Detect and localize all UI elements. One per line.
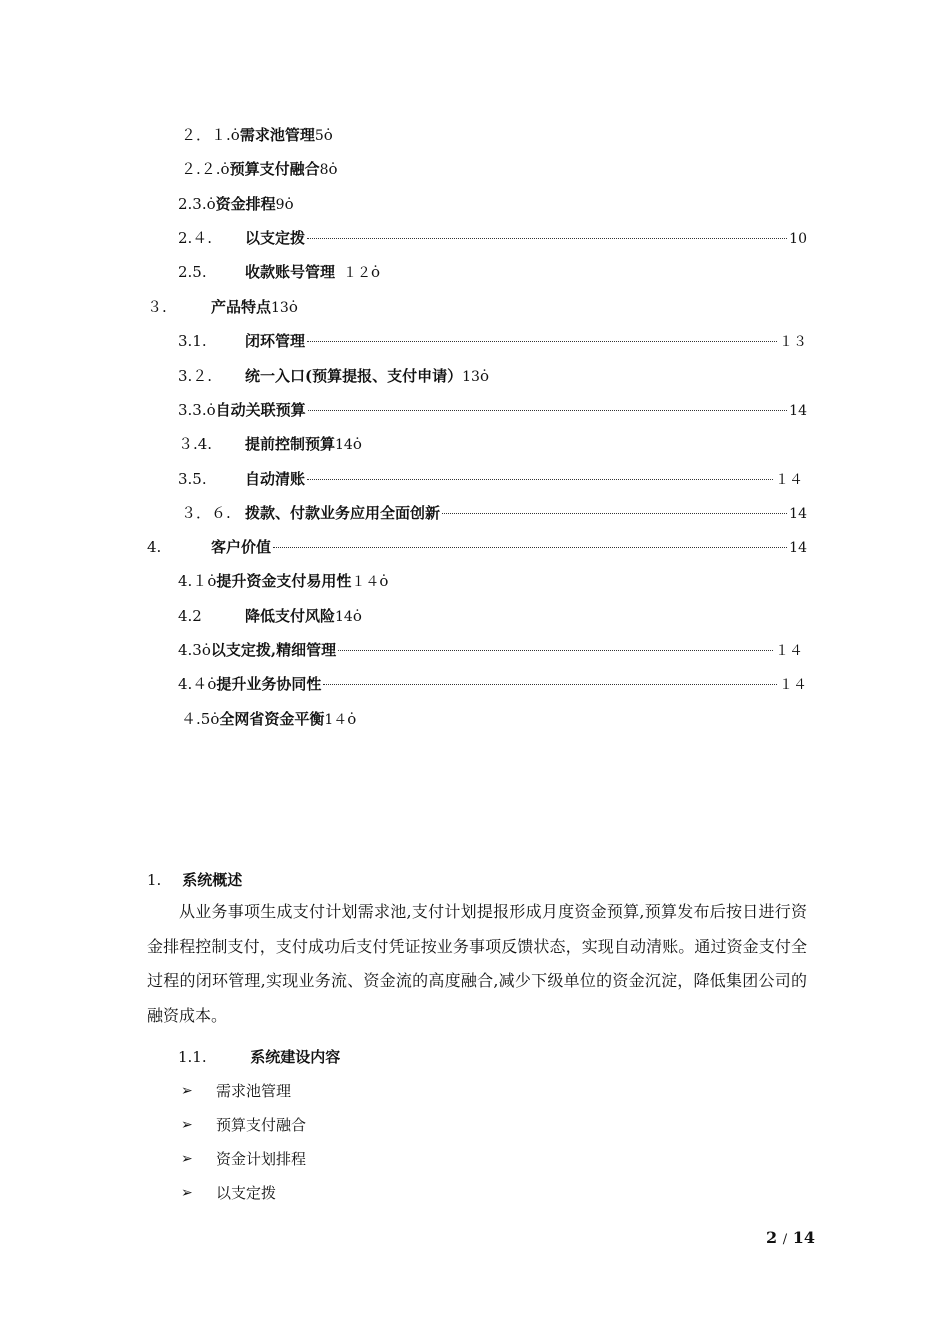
toc-entry-page: １４ — [775, 643, 803, 659]
toc-entry-page: 9 — [275, 197, 285, 213]
toc-entry[interactable]: ４.5 ȯ 全网省资金平衡 1４ ȯ — [181, 710, 357, 728]
toc-entry-page: １２ — [343, 265, 372, 281]
toc-entry-number: ３. — [147, 298, 167, 316]
toc-entry-number: ３.4. — [178, 435, 213, 453]
bullet-item — [181, 1114, 306, 1135]
toc-entry-title: 自动清账 — [245, 470, 306, 488]
toc-entry-page: 14 — [789, 540, 807, 556]
toc-entry[interactable]: 4.４ ȯ 提升业务协同性 １４ — [178, 675, 807, 693]
toc-entry-number: 4. — [147, 538, 162, 556]
toc-entry[interactable] — [147, 536, 807, 558]
page-number: 2 / 14 — [766, 1228, 815, 1247]
toc-entry-title: 闭环管理 — [245, 332, 306, 350]
subsection-title: 系统建设内容 — [250, 1048, 341, 1066]
toc-leader-dots — [307, 479, 773, 480]
toc-entry-title: 产品特点 — [211, 298, 272, 316]
arrow-bullet-icon: ➢ — [181, 1082, 193, 1099]
toc-entry-number: ２．１. — [181, 126, 231, 144]
toc-entry-title: 拨款、付款业务应用全面创新 — [245, 504, 441, 522]
toc-entry[interactable]: 2.3. ȯ 资金排程 9 ȯ — [178, 195, 294, 213]
toc-entry-page: 10 — [789, 231, 807, 247]
toc-entry-title: 以支定拨,精细管理 — [210, 641, 337, 659]
arrow-bullet-icon: ➢ — [181, 1150, 193, 1167]
toc-entry[interactable]: ２．１. ȯ 需求池管理 5 ȯ — [181, 126, 333, 144]
arrow-bullet-icon: ➢ — [181, 1184, 193, 1201]
bullet-text: 预算支付融合 — [216, 1116, 307, 1134]
section-number: 1. — [147, 871, 162, 889]
toc-leader-dots — [308, 410, 788, 411]
toc-entry-title: 预算支付融合 — [229, 160, 320, 178]
toc-entry-title: 提升业务协同性 — [216, 675, 322, 693]
toc-entry-title: 收款账号管理 — [245, 263, 336, 281]
toc-entry-title: 统一入口(预算提报、支付申请） — [245, 367, 463, 385]
toc-leader-dots — [338, 650, 773, 651]
toc-entry-number: 4.2 — [178, 607, 202, 625]
toc-entry-number: 2.４. — [178, 229, 213, 247]
toc-leader-dots — [273, 547, 787, 548]
toc-entry[interactable]: 4.2 降低支付风险 14 ȯ — [178, 607, 362, 625]
toc-entry-page: 1４ — [324, 712, 348, 728]
toc-entry-title: 资金排程 — [215, 195, 276, 213]
toc-entry-page: １３ — [779, 334, 807, 350]
toc-entry-number: 3.1. — [178, 332, 207, 350]
toc-entry-title: 客户价值 — [211, 538, 272, 556]
toc-entry-number: 4.４ — [178, 675, 208, 693]
toc-entry-title: 提前控制预算 — [245, 435, 336, 453]
toc-entry-page: １４ — [351, 574, 380, 590]
toc-entry-page: 13 — [462, 369, 480, 385]
toc-leader-dots — [307, 238, 787, 239]
toc-entry-number: 3.5. — [178, 470, 207, 488]
toc-entry[interactable]: 4.3 ȯ 以支定拨,精细管理 １４ — [178, 641, 803, 659]
toc-entry-page: １４ — [775, 472, 803, 488]
toc-entry-number: ４.5 — [181, 710, 211, 728]
toc-entry-page: 14 — [335, 609, 353, 625]
toc-entry-page: 14 — [789, 403, 807, 419]
toc-entry[interactable]: 2.5. 收款账号管理 １２ ȯ — [178, 263, 381, 281]
toc-entry[interactable] — [178, 330, 807, 352]
toc-entry-title: 以支定拨 — [245, 229, 306, 247]
toc-entry-number: ２.２. — [181, 160, 221, 178]
toc-leader-dots — [307, 341, 777, 342]
toc-entry-page: 14 — [789, 506, 807, 522]
toc-entry-number: 2.5. — [178, 263, 207, 281]
toc-entry[interactable]: 3.２. 统一入口(预算提报、支付申请） 13 ȯ — [178, 367, 489, 385]
section-body-paragraph: 从业务事项生成支付计划需求池,支付计划提报形成月度资金预算,预算发布后按日进行资金排程控制支付，支付成功后支付凭证按业务事项反馈状态，实现自动清账。通过资金支付全过程的闭环管理,实现业务流、资金流的高度融合,减少下级单位的资金沉淀，降低集团公司的融资成本。 — [147, 902, 807, 1025]
toc-leader-dots — [323, 684, 777, 685]
toc-entry-number: 3.２. — [178, 367, 213, 385]
bullet-item — [181, 1148, 306, 1169]
section-title: 系统概述 — [182, 871, 243, 889]
toc-entry-title: 降低支付风险 — [245, 607, 336, 625]
toc-entry-number: ３．６. — [181, 504, 231, 522]
bullet-item — [181, 1182, 276, 1203]
toc-entry-title: 提升资金支付易用性 — [216, 572, 352, 590]
toc-entry[interactable] — [178, 227, 807, 249]
toc-entry-page: 14 — [335, 437, 353, 453]
toc-entry[interactable]: ２.２. ȯ 预算支付融合 8 ȯ — [181, 160, 338, 178]
bullet-item — [181, 1080, 291, 1101]
bullet-text: 资金计划排程 — [216, 1150, 307, 1168]
toc-entry-page: １４ — [779, 677, 807, 693]
subsection-number: 1.1. — [178, 1048, 207, 1066]
toc-entry-number: 2.3. — [178, 195, 207, 213]
toc-entry-page: 8 — [319, 162, 329, 178]
toc-entry[interactable] — [178, 468, 803, 490]
toc-entry-title: 需求池管理 — [239, 126, 315, 144]
toc-entry-title: 自动关联预算 — [215, 401, 306, 419]
toc-entry-page: 13 — [271, 300, 289, 316]
subsection-heading — [178, 1046, 340, 1067]
toc-entry-number: 4.3 — [178, 641, 202, 659]
toc-leader-dots — [442, 513, 787, 514]
toc-entry-number: 4.１ — [178, 572, 208, 590]
toc-entry[interactable]: ３.4. 提前控制预算 14 ȯ — [178, 435, 362, 453]
toc-entry[interactable] — [181, 502, 807, 524]
section-heading — [147, 869, 242, 890]
arrow-bullet-icon: ➢ — [181, 1116, 193, 1133]
bullet-text: 需求池管理 — [216, 1082, 292, 1100]
toc-entry-title: 全网省资金平衡 — [219, 710, 325, 728]
toc-entry[interactable]: 4.１ ȯ 提升资金支付易用性 １４ ȯ — [178, 572, 389, 590]
toc-entry[interactable]: 3.3. ȯ 自动关联预算 14 — [178, 401, 807, 419]
toc-entry-number: 3.3. — [178, 401, 207, 419]
toc-entry[interactable]: ３. 产品特点 13 ȯ — [147, 298, 298, 316]
toc-entry-page: 5 — [314, 128, 324, 144]
bullet-text: 以支定拨 — [216, 1184, 277, 1202]
